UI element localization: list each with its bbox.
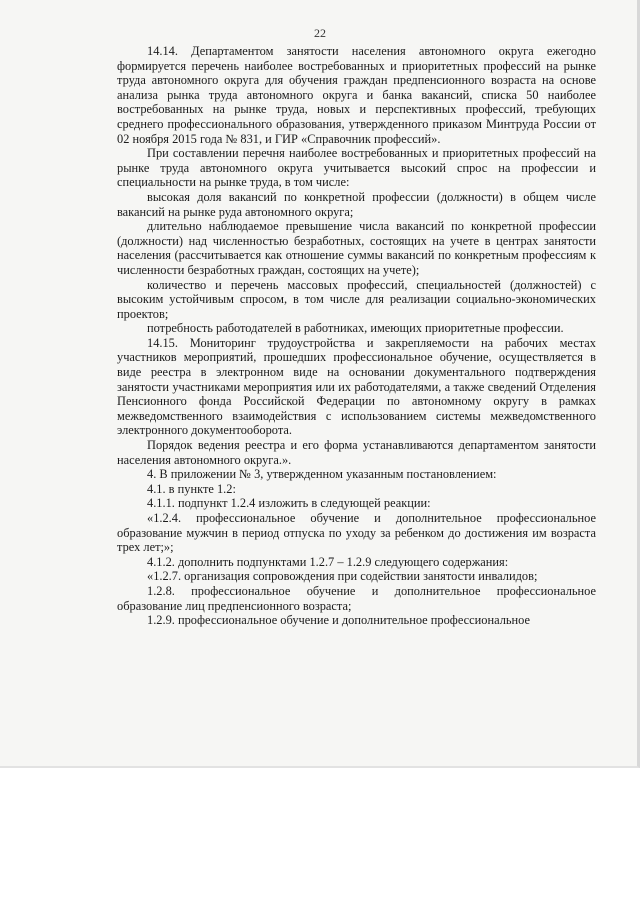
paragraph-item-4-1-2: 4.1.2. дополнить подпунктами 1.2.7 – 1.2.9 следующего содержания: xyxy=(147,554,509,569)
paragraph-registry-order: Порядок ведения реестра и его форма устанавливаются департаментом занятости населения автономного округа.». xyxy=(117,438,596,467)
paragraph-1-2-9: 1.2.9. профессиональное обучение и дополнительное профессиональное xyxy=(147,613,531,628)
paragraph-list-intro: При составлении перечня наиболее востребованных и приоритетных профессий на рынке труда автономного округа учитывается высокий спрос на профессии и специальности на рынке труда, в том числе: xyxy=(117,146,596,190)
paragraph-item-4: 4. В приложении № 3, утвержденном указанным постановлением: xyxy=(147,467,497,482)
paragraph-1-2-4: «1.2.4. профессиональное обучение и дополнительное профессиональное образование мужчин в период отпуска по уходу за ребенком до достижения им возраста трех лет;»; xyxy=(117,511,596,555)
paragraph-1-2-7: «1.2.7. организация сопровождения при содействии занятости инвалидов; xyxy=(147,569,538,584)
paragraph-item-4-1: 4.1. в пункте 1.2: xyxy=(147,481,236,496)
paragraph-item-4-1-1: 4.1.1. подпункт 1.2.4 изложить в следующей реакции: xyxy=(147,496,431,511)
document-body xyxy=(117,44,596,628)
paragraph-14-15: 14.15. Мониторинг трудоустройства и закрепляемости на рабочих местах участников мероприятий, прошедших профессиональное обучение, осуществляется в виде реестра в электронном виде на основании документального подтверждения занятости участниками мероприятия или их работодателями, а также сведений Отделения Пенсионного фонда Российской Федерации по автономному округу в рамках межведомственного взаимодействия с использованием системы межведомственного электронного документооборота. xyxy=(117,335,596,438)
paragraph-criterion-4: потребность работодателей в работниках, имеющих приоритетные профессии. xyxy=(147,321,564,336)
paragraph-criterion-2: длительно наблюдаемое превышение числа вакансий по конкретной профессии (должности) над численностью безработных, состоящих на учете в центрах занятости населения (рассчитывается как отношение суммы вакансий по конкретным профессиям к численности безработных граждан, состоящих на учете); xyxy=(117,219,596,277)
page-number: 22 xyxy=(314,26,326,40)
blank-margin xyxy=(0,768,640,905)
paragraph-criterion-1: высокая доля вакансий по конкретной профессии (должности) в общем числе вакансий на рынке руда автономного округа; xyxy=(117,189,596,219)
paragraph-criterion-3: количество и перечень массовых профессий, специальностей (должностей) с высоким устойчивым спросом, в том числе для реализации социально-экономических проектов; xyxy=(117,277,596,321)
paragraph-1-2-8: 1.2.8. профессиональное обучение и дополнительное профессиональное образование лиц предпенсионного возраста; xyxy=(117,583,596,613)
paragraph-14-14: 14.14. Департаментом занятости населения автономного округа ежегодно формируется перечень наиболее востребованных и приоритетных профессий на рынке труда автономного округа для обучения граждан предпенсионного возраста на основе анализа рынка труда автономного округа и банка вакансий, списка 50 наиболее востребованных на рынке труда, новых и перспективных профессий, требующих среднего профессионального образования, утвержденного приказом Минтруда России от 02 ноября 2015 года № 831, и ГИР «Справочник профессий». xyxy=(117,44,596,146)
